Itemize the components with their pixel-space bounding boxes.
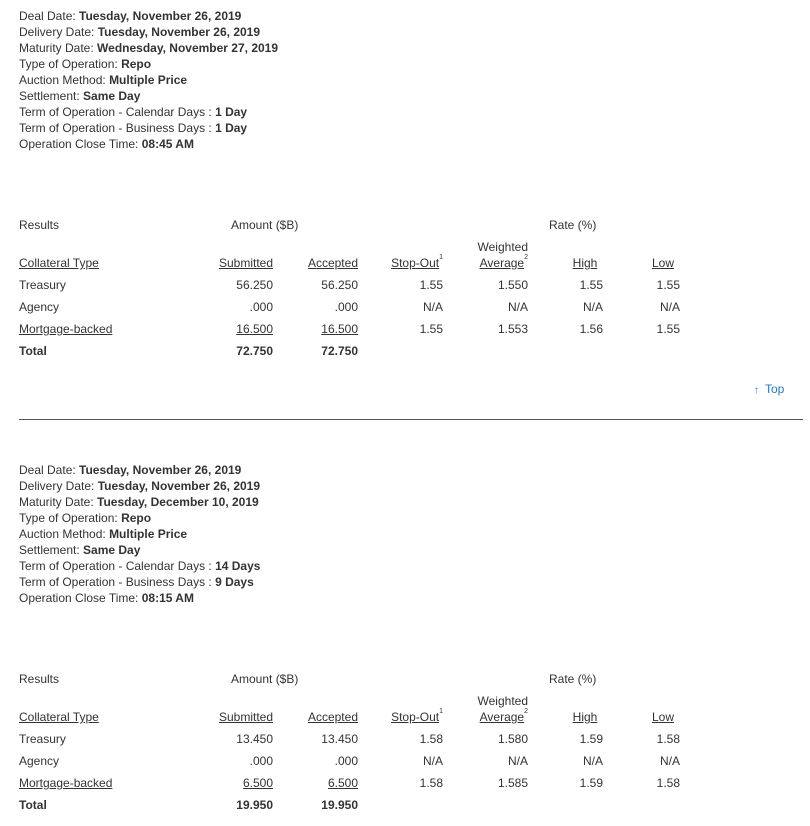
row-mortgage-weighted: 1.553 (497, 322, 528, 336)
row-treasury-stopout: 1.58 (419, 732, 443, 746)
amount-label: Amount ($B) (231, 672, 299, 686)
row-treasury-type: Treasury (19, 732, 66, 746)
weighted-average-header[interactable]: Average$^2$ (479, 254, 528, 270)
results-label: Results (19, 672, 60, 686)
low-header[interactable]: Low (651, 710, 674, 724)
high-header[interactable]: High (572, 256, 598, 270)
amount-label: Amount ($B) (231, 218, 299, 232)
row-mortgage-high: 1.59 (579, 776, 603, 790)
row-agency-accepted: .000 (334, 300, 358, 314)
row-treasury-submitted: 56.250 (236, 278, 273, 292)
row-mortgage-accepted: 6.500 (327, 776, 358, 790)
delivery-date: Delivery Date: Tuesday, November 26, 2019 (19, 25, 261, 39)
low-header[interactable]: Low (651, 256, 674, 270)
row-treasury-submitted: 13.450 (236, 732, 273, 746)
maturity-date: Maturity Date: Tuesday, December 10, 2019 (19, 495, 259, 509)
submitted-header[interactable]: Submitted (218, 710, 273, 724)
row-agency-low: N/A (659, 300, 680, 314)
up-arrow-icon: ↑ (754, 385, 759, 396)
accepted-header[interactable]: Accepted (307, 256, 358, 270)
operation-details (19, 462, 260, 606)
type-of-operation: Type of Operation: Repo (19, 511, 152, 525)
row-mortgage-submitted: 6.500 (242, 776, 273, 790)
row-treasury-weighted: 1.580 (497, 732, 528, 746)
row-mortgage-submitted: 16.500 (236, 322, 273, 336)
row-treasury-stopout: 1.55 (419, 278, 443, 292)
back-to-top-link[interactable] (754, 382, 784, 396)
row-agency-type: Agency (19, 300, 60, 314)
operation-close-time: Operation Close Time: 08:45 AM (19, 137, 194, 151)
rate-label: Rate (%) (549, 218, 597, 232)
row-agency-high: N/A (582, 754, 603, 768)
operation-2 (0, 454, 810, 826)
weighted-average-header[interactable]: Average$^2$ (479, 708, 528, 724)
row-treasury-accepted: 13.450 (321, 732, 358, 746)
row-mortgage-stopout: 1.58 (419, 776, 443, 790)
row-mortgage-type[interactable]: Mortgage-backed (19, 322, 113, 336)
results-label: Results (19, 218, 60, 232)
row-agency-submitted: .000 (249, 754, 273, 768)
auction-method: Auction Method: Multiple Price (19, 527, 188, 541)
rate-label: Rate (%) (549, 672, 597, 686)
term-business-days: Term of Operation - Business Days : 9 Days (19, 575, 254, 589)
row-mortgage-high: 1.56 (579, 322, 603, 336)
row-mortgage-accepted: 16.500 (321, 322, 358, 336)
row-treasury-type: Treasury (19, 278, 66, 292)
row-mortgage-low: 1.58 (656, 776, 680, 790)
term-business-days: Term of Operation - Business Days : 1 Day (19, 121, 248, 135)
collateral-type-header[interactable]: Collateral Type (19, 256, 99, 270)
weighted-header-line1: Weighted (477, 240, 528, 254)
term-calendar-days: Term of Operation - Calendar Days : 1 Day (19, 105, 248, 119)
row-agency-high: N/A (582, 300, 603, 314)
settlement: Settlement: Same Day (19, 543, 141, 557)
total-accepted: 72.750 (321, 344, 358, 358)
stopout-header[interactable]: Stop-Out$^1$ (391, 708, 443, 724)
row-mortgage-weighted: 1.585 (497, 776, 528, 790)
maturity-date: Maturity Date: Wednesday, November 27, 2019 (19, 41, 279, 55)
row-agency-submitted: .000 (249, 300, 273, 314)
row-mortgage-stopout: 1.55 (419, 322, 443, 336)
collateral-type-header[interactable]: Collateral Type (19, 710, 99, 724)
deal-date: Deal Date: Tuesday, November 26, 2019 (19, 463, 242, 477)
delivery-date: Delivery Date: Tuesday, November 26, 2019 (19, 479, 261, 493)
row-agency-low: N/A (659, 754, 680, 768)
type-of-operation: Type of Operation: Repo (19, 57, 152, 71)
settlement: Settlement: Same Day (19, 89, 141, 103)
row-agency-stopout: N/A (422, 754, 443, 768)
row-agency-accepted: .000 (334, 754, 358, 768)
total-accepted: 19.950 (321, 798, 358, 812)
row-treasury-accepted: 56.250 (321, 278, 358, 292)
total-submitted: 19.950 (236, 798, 273, 812)
stopout-header[interactable]: Stop-Out$^1$ (391, 254, 443, 270)
high-header[interactable]: High (572, 710, 598, 724)
auction-method: Auction Method: Multiple Price (19, 73, 188, 87)
section-divider (19, 419, 803, 420)
row-treasury-low: 1.58 (656, 732, 680, 746)
accepted-header[interactable]: Accepted (307, 710, 358, 724)
row-treasury-weighted: 1.550 (497, 278, 528, 292)
submitted-header[interactable]: Submitted (218, 256, 273, 270)
total-label: Total (19, 798, 47, 812)
row-mortgage-type[interactable]: Mortgage-backed (19, 776, 113, 790)
row-agency-weighted: N/A (507, 754, 528, 768)
term-calendar-days: Term of Operation - Calendar Days : 14 Days (19, 559, 261, 573)
total-label: Total (19, 344, 47, 358)
row-agency-type: Agency (19, 754, 60, 768)
operation-details (19, 8, 278, 152)
row-agency-stopout: N/A (422, 300, 443, 314)
deal-date: Deal Date: Tuesday, November 26, 2019 (19, 9, 242, 23)
top-link-label: Top (765, 382, 785, 396)
row-treasury-low: 1.55 (656, 278, 680, 292)
row-treasury-high: 1.59 (579, 732, 603, 746)
weighted-header-line1: Weighted (477, 694, 528, 708)
total-submitted: 72.750 (236, 344, 273, 358)
row-agency-weighted: N/A (507, 300, 528, 314)
row-mortgage-low: 1.55 (656, 322, 680, 336)
row-treasury-high: 1.55 (579, 278, 603, 292)
operation-close-time: Operation Close Time: 08:15 AM (19, 591, 194, 605)
